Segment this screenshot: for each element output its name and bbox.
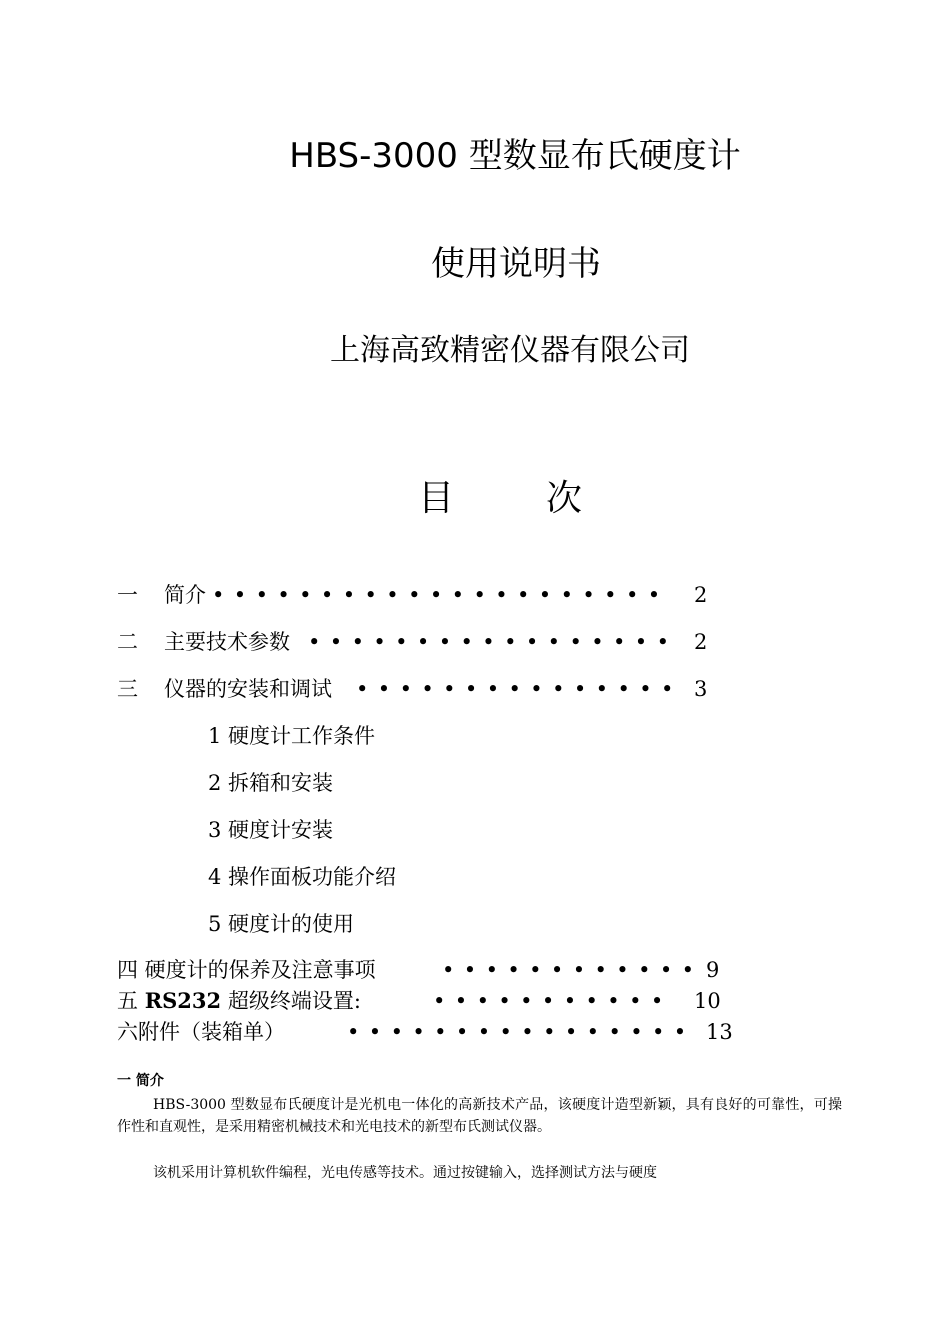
toc-entry-page: 9: [706, 958, 720, 982]
toc-subitem: 5 硬度计的使用: [208, 912, 355, 936]
toc-entry-leader: •••••••••••••••••••••: [212, 583, 670, 607]
toc-entry-label: 主要技术参数: [164, 630, 290, 654]
toc-entry-label: [117, 986, 361, 1016]
section-heading: 一 简介: [117, 1073, 164, 1089]
toc-entry: [0, 1017, 950, 1047]
toc-entry: [0, 986, 950, 1016]
company-name: 上海高致精密仪器有限公司: [330, 333, 690, 368]
toc-entry-number: 二: [117, 630, 138, 654]
intro-paragraph-text: HBS-3000 型数显布氏硬度计是光机电一体化的高新技术产品，该硬度计造型新颖，具有良好的可靠性，可操作性和直观性，是采用精密机械技术和光电技术的新型布氏测试仪器。: [117, 1097, 842, 1135]
intro-paragraph: [117, 1162, 842, 1184]
toc-entry-leader: ••••••••••••: [442, 958, 704, 982]
toc-subitem: 4 操作面板功能介绍: [208, 865, 397, 889]
intro-paragraph-text: 该机采用计算机软件编程，光电传感等技术。通过按键输入，选择测试方法与硬度: [153, 1165, 657, 1181]
toc-entry: [0, 580, 950, 610]
toc-entry-leader: •••••••••••: [433, 989, 673, 1013]
toc-entry-rest: 超级终端设置:: [227, 989, 361, 1013]
toc-entry-page: 3: [694, 677, 708, 701]
toc-subitem: 2 拆箱和安装: [208, 771, 334, 795]
toc-entry-label: 四 硬度计的保养及注意事项: [117, 958, 376, 982]
toc-entry-page: 2: [694, 630, 708, 654]
toc-entry-page: 13: [706, 1020, 733, 1044]
document-title: HBS-3000 型数显布氏硬度计: [289, 136, 741, 176]
toc-entry-leader: ••••••••••••••••: [347, 1020, 696, 1044]
toc-entry-bold: RS232: [144, 988, 222, 1013]
toc-heading-right: 次: [546, 478, 583, 519]
toc-entry: [0, 627, 950, 657]
toc-entry: [0, 955, 950, 985]
toc-entry-leader: •••••••••••••••: [356, 677, 683, 701]
toc-entry-leader: •••••••••••••••••: [308, 630, 679, 654]
toc-entry-label: 六附件（装箱单）: [117, 1020, 285, 1044]
toc-entry-number: 一: [117, 583, 138, 607]
toc-subitem: 1 硬度计工作条件: [208, 724, 376, 748]
toc-entry: [0, 674, 950, 704]
toc-heading: [418, 470, 582, 521]
document-subtitle: 使用说明书: [431, 244, 601, 284]
toc-entry-label: 仪器的安装和调试: [164, 677, 332, 701]
toc-subitem: 3 硬度计安装: [208, 818, 334, 842]
toc-entry-label: 简介: [164, 583, 206, 607]
toc-entry-number: 三: [117, 677, 138, 701]
toc-entry-page: 10: [694, 989, 721, 1013]
toc-entry-page: 2: [694, 583, 708, 607]
intro-paragraph: [117, 1094, 842, 1138]
toc-entry-prefix: 五: [117, 989, 138, 1013]
toc-heading-left: 目: [418, 478, 455, 519]
